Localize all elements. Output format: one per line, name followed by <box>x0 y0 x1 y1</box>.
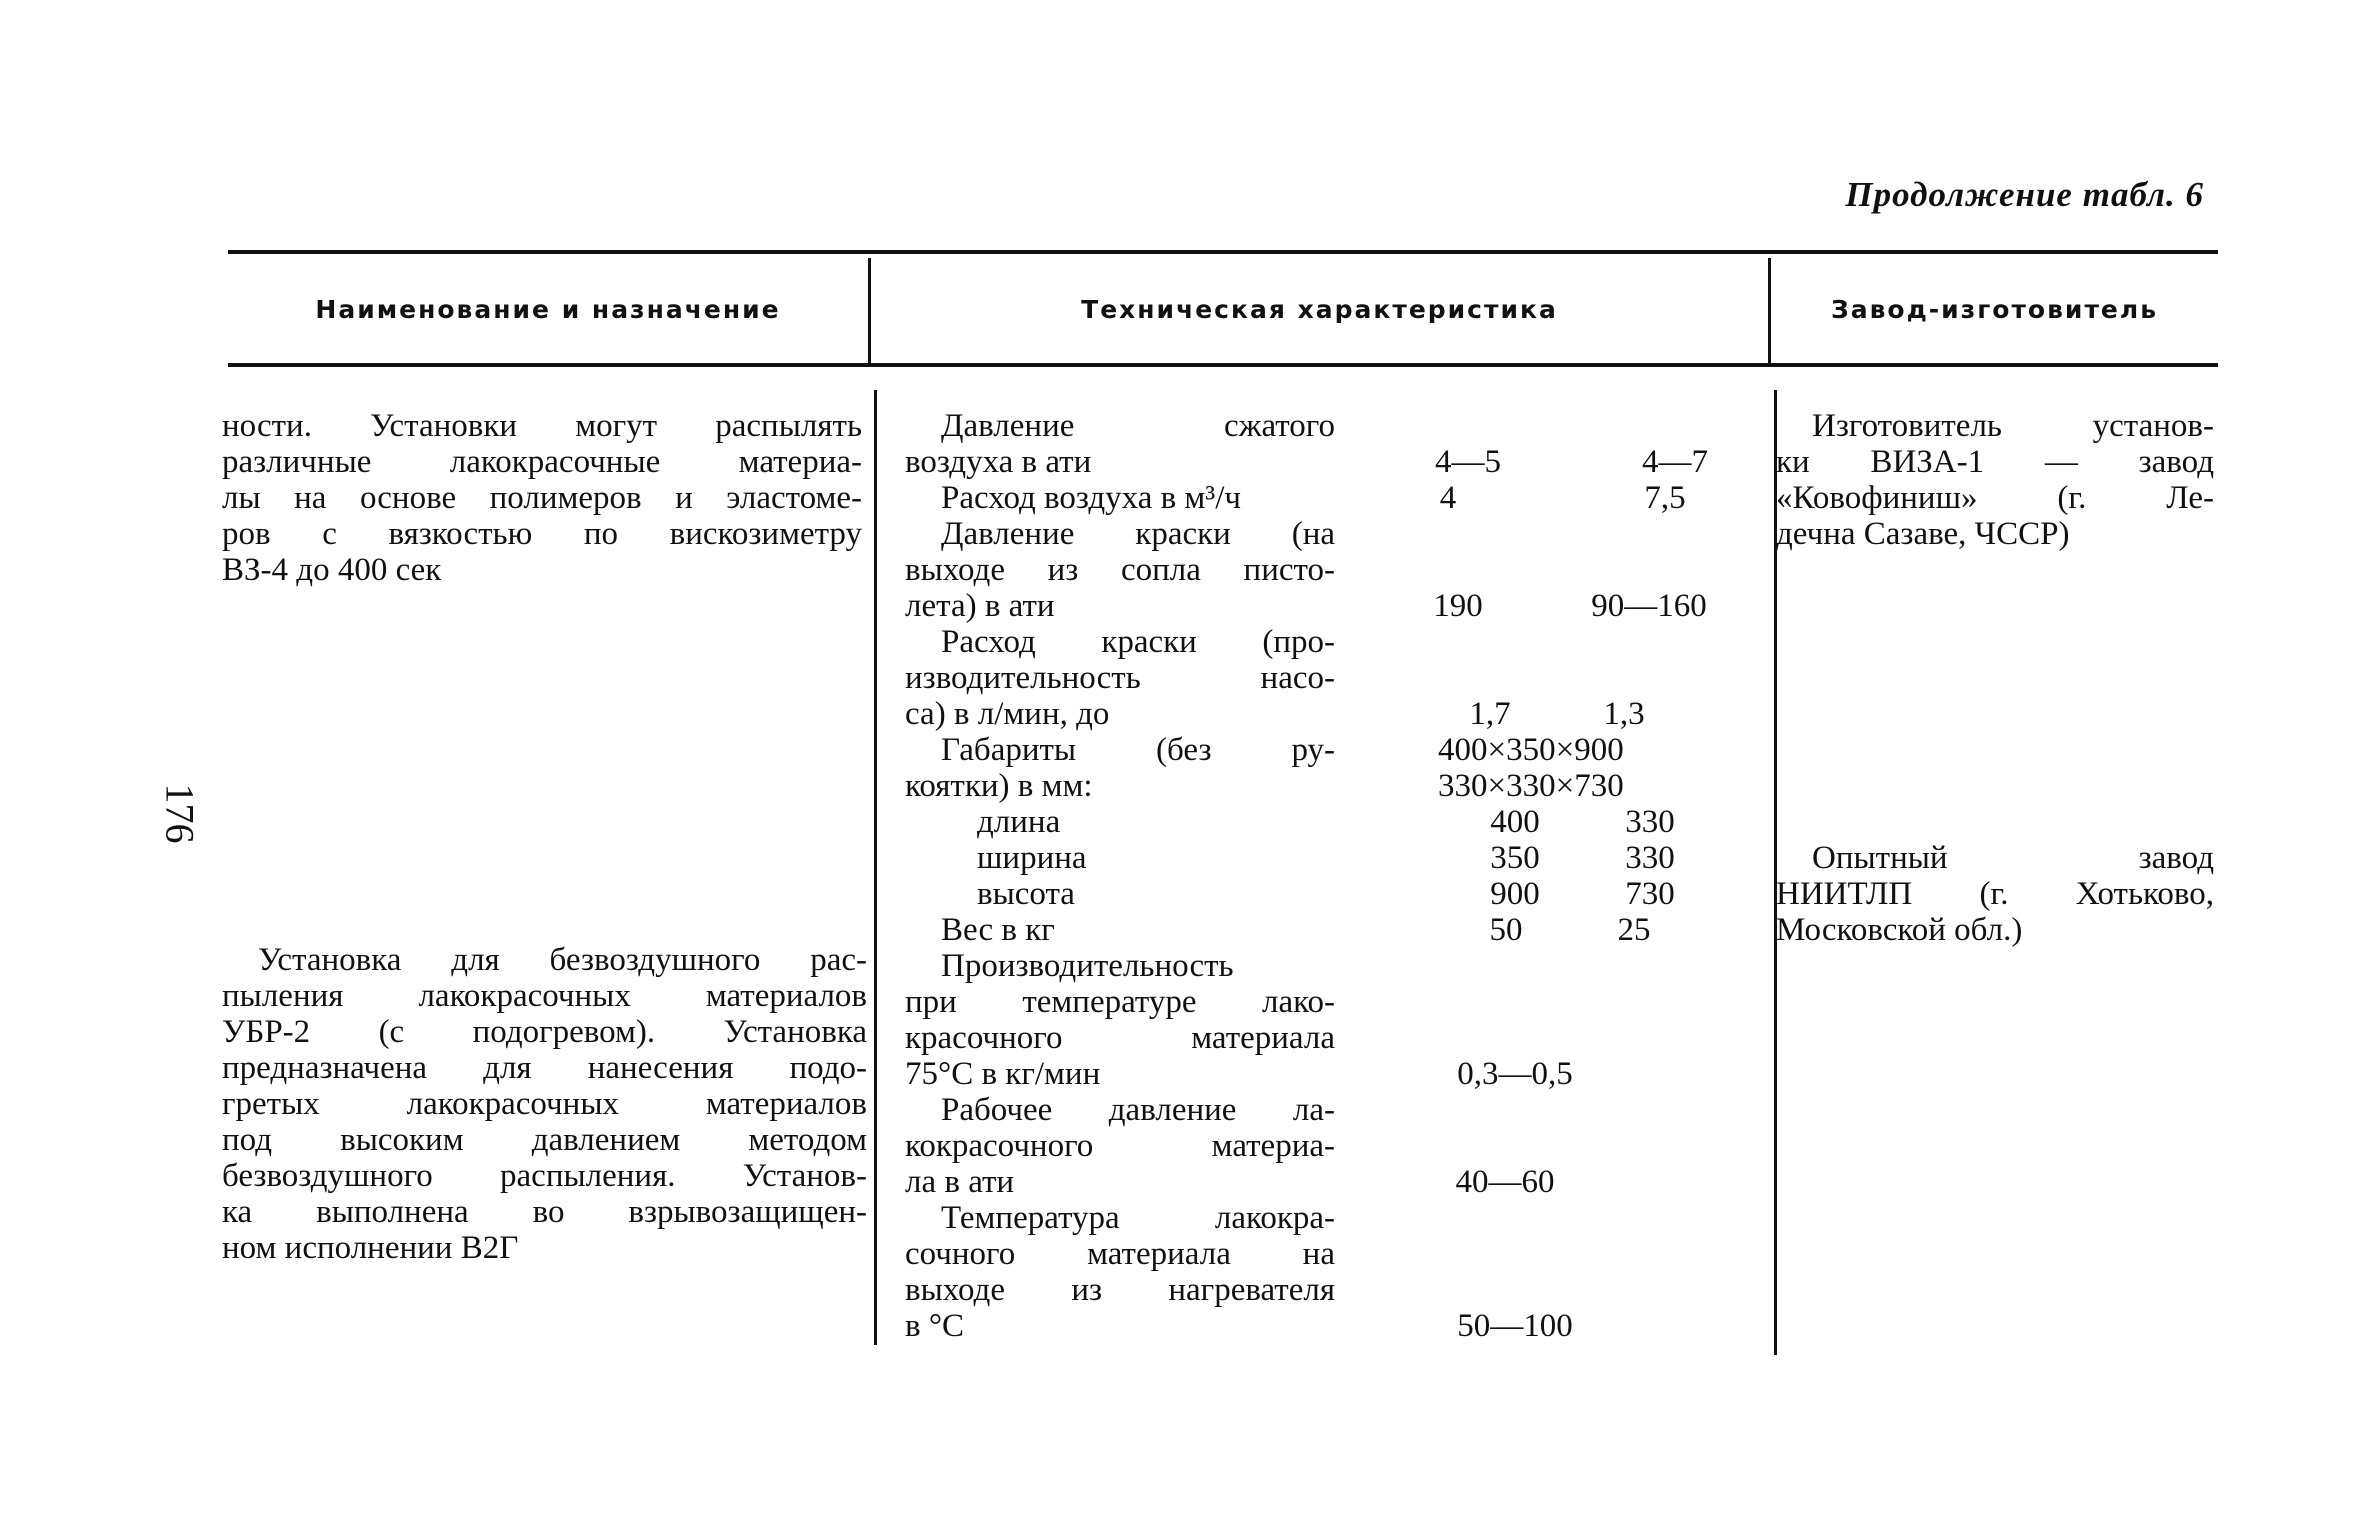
text-line: Установка для безвоздушного рас- <box>258 942 867 978</box>
text-line: ВЗ-4 до 400 сек <box>222 552 442 588</box>
value-air-pressure-1: 4—5 <box>1435 444 1501 480</box>
col3-block1 <box>1776 408 2214 552</box>
maker-line: Изготовитель установ- <box>1812 408 2214 444</box>
spec-line: ширина <box>977 840 1087 876</box>
maker-line: Опытный завод <box>1812 840 2214 876</box>
spec-line: Расход краски (про- <box>941 624 1335 660</box>
value-height-1: 900 <box>1490 876 1540 912</box>
spec-line: изводительность насо- <box>905 660 1335 696</box>
text-line: УБР-2 (с подогревом). Установка <box>222 1014 867 1050</box>
spec-line: в °С <box>905 1308 965 1344</box>
value-air-flow-1: 4 <box>1439 480 1457 516</box>
spec-line: 75°C в кг/мин <box>905 1056 1101 1092</box>
value-dims-2: 330×330×730 <box>1438 768 1624 804</box>
header-manufacturer: Завод-изготовитель <box>1830 295 2159 324</box>
header-name-purpose: Наименование и назначение <box>315 295 781 324</box>
col3-block2 <box>1776 840 2214 948</box>
maker-line: «Ковофиниш» (г. Ле- <box>1776 480 2214 516</box>
text-line: ка выполнена во взрывозащищен- <box>222 1194 867 1230</box>
top-rule <box>228 250 2218 254</box>
value-working-pressure: 40—60 <box>1455 1164 1555 1200</box>
page-number: 176 <box>157 783 203 844</box>
maker-line: НИИТЛП (г. Хотьково, <box>1776 876 2214 912</box>
maker-line: дечна Сазаве, ЧССР) <box>1776 516 2070 552</box>
spec-line: выходе из сопла писто- <box>905 552 1335 588</box>
maker-line: ки ВИЗА-1 — завод <box>1776 444 2214 480</box>
value-paint-pressure-2: 90—160 <box>1591 588 1707 624</box>
value-height-2: 730 <box>1625 876 1675 912</box>
spec-line: са) в л/мин, до <box>905 696 1110 732</box>
spec-line: Вес в кг <box>941 912 1055 948</box>
spec-line: лета) в ати <box>905 588 1055 624</box>
spec-line: Расход воздуха в м³/ч <box>941 480 1241 516</box>
spec-line: коятки) в мм: <box>905 768 1093 804</box>
spec-line: ла в ати <box>905 1164 1015 1200</box>
text-line: ров с вязкостью по вискозиметру <box>222 516 862 552</box>
column-divider-1-body <box>874 390 877 1345</box>
table-caption: Продолжение табл. 6 <box>1845 175 2204 214</box>
value-air-pressure-2: 4—7 <box>1642 444 1708 480</box>
spec-line: воздуха в ати <box>905 444 1092 480</box>
spec-line: Температура лакокра- <box>941 1200 1335 1236</box>
spec-line: кокрасочного материа- <box>905 1128 1335 1164</box>
value-weight-2: 25 <box>1617 912 1651 948</box>
col1-block2 <box>222 942 867 1266</box>
value-length-2: 330 <box>1625 804 1675 840</box>
maker-line: Московской обл.) <box>1776 912 2023 948</box>
spec-line: Рабочее давление ла- <box>941 1092 1335 1128</box>
spec-line: длина <box>977 804 1061 840</box>
text-line: ности. Установки могут распылять <box>222 408 862 444</box>
text-line: ном исполнении В2Г <box>222 1230 519 1266</box>
value-width-1: 350 <box>1490 840 1540 876</box>
header-technical-spec: Техническая характеристика <box>1081 295 1558 324</box>
col1-block1 <box>222 408 862 588</box>
text-line: пыления лакокрасочных материалов <box>222 978 867 1014</box>
spec-line: Давление сжатого <box>941 408 1335 444</box>
spec-line: красочного материала <box>905 1020 1335 1056</box>
value-dims-1: 400×350×900 <box>1438 732 1624 768</box>
text-line: гретых лакокрасочных материалов <box>222 1086 867 1122</box>
value-length-1: 400 <box>1490 804 1540 840</box>
value-paint-pressure-1: 190 <box>1433 588 1483 624</box>
spec-line: выходе из нагревателя <box>905 1272 1335 1308</box>
value-productivity: 0,3—0,5 <box>1457 1056 1573 1092</box>
text-line: предназначена для нанесения подо- <box>222 1050 867 1086</box>
spec-line: Габариты (без ру- <box>941 732 1335 768</box>
text-line: различные лакокрасочные материа- <box>222 444 862 480</box>
spec-line: Производительность <box>941 948 1234 984</box>
spec-line: сочного материала на <box>905 1236 1335 1272</box>
spec-line: Давление краски (на <box>941 516 1335 552</box>
text-line: лы на основе полимеров и эластоме- <box>222 480 862 516</box>
value-paint-flow-1: 1,7 <box>1469 696 1511 732</box>
value-width-2: 330 <box>1625 840 1675 876</box>
spec-line: высота <box>977 876 1075 912</box>
value-paint-flow-2: 1,3 <box>1603 696 1645 732</box>
value-weight-1: 50 <box>1489 912 1523 948</box>
col2-labels <box>905 408 1335 1344</box>
text-line: под высоким давлением методом <box>222 1122 867 1158</box>
spec-line: при температуре лако- <box>905 984 1335 1020</box>
value-temperature: 50—100 <box>1457 1308 1573 1344</box>
value-air-flow-2: 7,5 <box>1644 480 1686 516</box>
header-rule <box>228 363 2218 367</box>
text-line: безвоздушного распыления. Установ- <box>222 1158 867 1194</box>
